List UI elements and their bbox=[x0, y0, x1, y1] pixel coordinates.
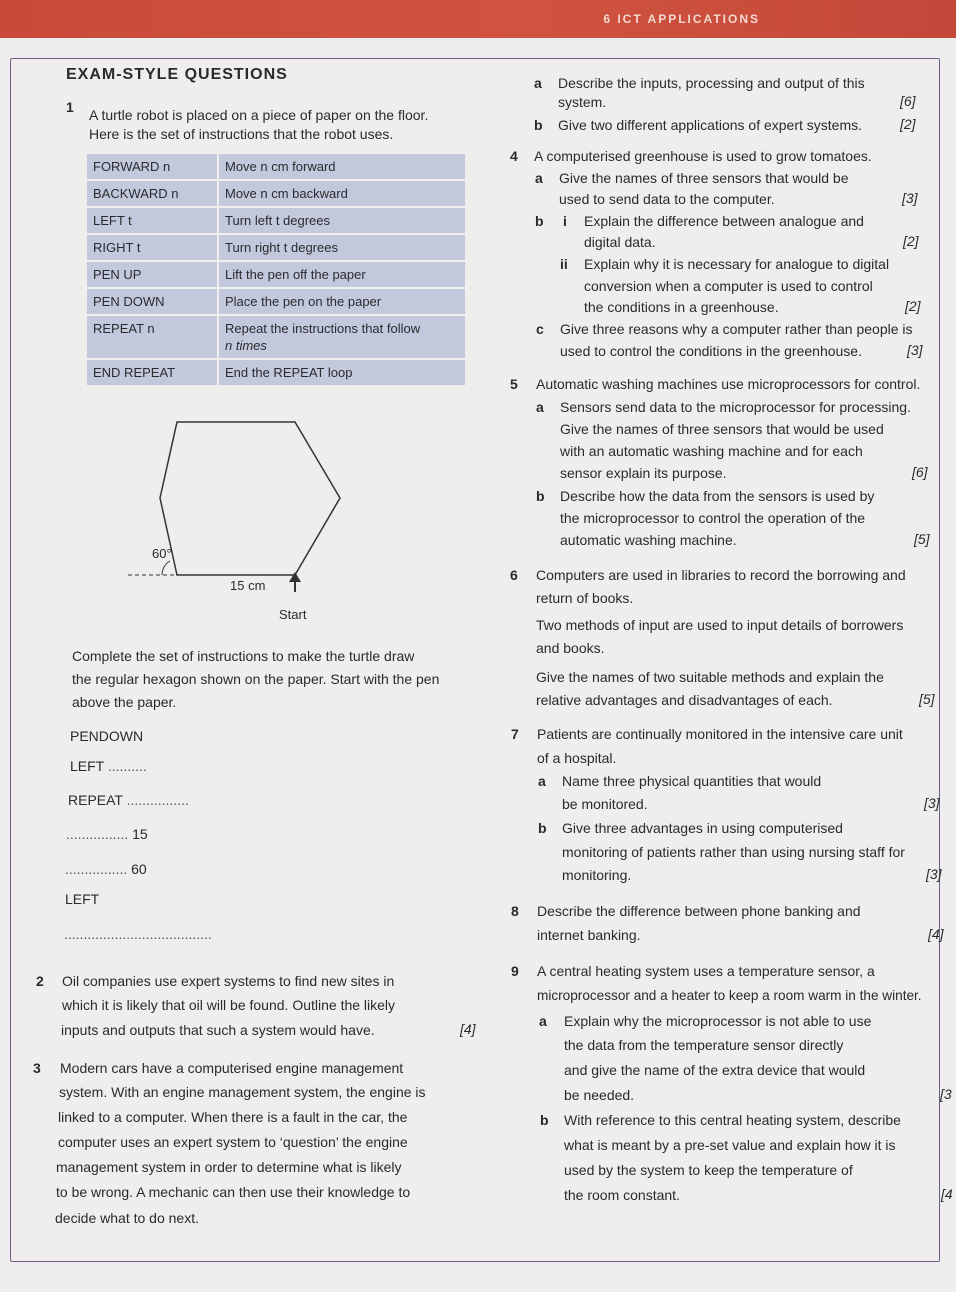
code-keyword: REPEAT bbox=[68, 792, 123, 808]
q5-text: Automatic washing machines use microprocessors for control. bbox=[536, 376, 921, 392]
q1-text: Here is the set of instructions that the robot uses. bbox=[89, 126, 394, 142]
q8-text: internet banking. bbox=[537, 927, 641, 943]
part-label: b bbox=[538, 820, 547, 836]
q6-text: and books. bbox=[536, 640, 605, 656]
answer-blank[interactable]: ................ bbox=[126, 792, 189, 808]
q4bii-mark: [2] bbox=[905, 298, 921, 314]
q7b-text: Give three advantages in using computerised bbox=[562, 820, 843, 836]
meaning-cell: Turn right t degrees bbox=[218, 234, 466, 261]
command-cell: PEN UP bbox=[86, 261, 218, 288]
table-row bbox=[86, 261, 466, 288]
meaning-line: Repeat the instructions that follow bbox=[225, 321, 421, 336]
q3-text: to be wrong. A mechanic can then use their knowledge to bbox=[56, 1184, 411, 1200]
q1-prompt: above the paper. bbox=[72, 694, 177, 710]
code-value: 15 bbox=[132, 826, 148, 842]
side-length-label: 15 cm bbox=[230, 578, 266, 593]
q5b-text: Describe how the data from the sensors is used by bbox=[560, 488, 875, 504]
code-line: LEFT bbox=[65, 891, 100, 907]
code-line: PENDOWN bbox=[70, 728, 144, 744]
q9b-text: With reference to this central heating system, describe bbox=[564, 1112, 901, 1128]
q4c-text: Give three reasons why a computer rather than people is bbox=[560, 321, 913, 337]
part-label: a bbox=[536, 399, 544, 415]
q5a-text: sensor explain its purpose. bbox=[560, 465, 727, 481]
q4bi-text: digital data. bbox=[584, 234, 656, 250]
start-label: Start bbox=[279, 607, 307, 622]
q3-text: linked to a computer. When there is a fault in the car, the bbox=[58, 1109, 408, 1125]
table-row bbox=[86, 153, 466, 180]
question-number: 4 bbox=[510, 148, 518, 164]
question-number: 9 bbox=[511, 963, 519, 979]
q4bii-text: the conditions in a greenhouse. bbox=[584, 299, 779, 315]
command-cell: RIGHT t bbox=[86, 234, 218, 261]
table-row bbox=[86, 180, 466, 207]
q6-text: return of books. bbox=[536, 590, 634, 606]
q4a-text: Give the names of three sensors that would be bbox=[559, 170, 849, 186]
q8-text: Describe the difference between phone banking and bbox=[537, 903, 861, 919]
instruction-table bbox=[85, 152, 467, 387]
q4c-mark: [3] bbox=[907, 342, 923, 358]
meaning-cell: Move n cm forward bbox=[218, 153, 466, 180]
q9-text: A central heating system uses a temperature sensor, a bbox=[537, 963, 875, 979]
q4-text: A computerised greenhouse is used to grow tomatoes. bbox=[534, 148, 872, 164]
q2-text: inputs and outputs that such a system would have. bbox=[61, 1022, 375, 1038]
meaning-cell: Place the pen on the paper bbox=[218, 288, 466, 315]
q6-mark: [5] bbox=[919, 691, 935, 707]
q9b-text: what is meant by a pre-set value and explain how it is bbox=[564, 1137, 896, 1153]
answer-blank[interactable]: ...................................... bbox=[64, 926, 212, 942]
q6-text: Computers are used in libraries to record the borrowing and bbox=[536, 567, 906, 583]
part-label: a bbox=[534, 75, 542, 91]
q7a-mark: [3] bbox=[924, 795, 940, 811]
question-number: 5 bbox=[510, 376, 518, 392]
q7b-text: monitoring. bbox=[562, 867, 632, 883]
command-cell: BACKWARD n bbox=[86, 180, 218, 207]
table-row bbox=[86, 359, 466, 386]
q7b-text: monitoring of patients rather than using nursing staff for bbox=[562, 844, 905, 860]
q7-text: of a hospital. bbox=[537, 750, 617, 766]
table-row bbox=[86, 207, 466, 234]
chapter-title: 6 ICT APPLICATIONS bbox=[603, 12, 760, 26]
meaning-cell bbox=[218, 315, 466, 359]
meaning-cell: Lift the pen off the paper bbox=[218, 261, 466, 288]
meaning-cell: Turn left t degrees bbox=[218, 207, 466, 234]
part-label: c bbox=[536, 321, 544, 337]
q2-text: which it is likely that oil will be found. Outline the likely bbox=[62, 997, 396, 1013]
q1-text: A turtle robot is placed on a piece of paper on the floor. bbox=[89, 107, 429, 123]
q4bii-text: conversion when a computer is used to control bbox=[584, 278, 873, 294]
subpart-label: i bbox=[563, 213, 567, 229]
q3-text: management system in order to determine what is likely bbox=[56, 1159, 402, 1175]
question-number: 2 bbox=[36, 973, 44, 989]
question-number: 7 bbox=[511, 726, 519, 742]
start-arrow-head bbox=[289, 572, 301, 582]
code-line bbox=[68, 791, 189, 809]
table-row bbox=[86, 315, 466, 359]
meaning-line: n times bbox=[225, 338, 267, 353]
hexagon-shape bbox=[160, 422, 340, 575]
q9b-mark: [4 bbox=[941, 1186, 953, 1202]
q4bii-text: Explain why it is necessary for analogue to digital bbox=[584, 256, 890, 272]
q9a-text: and give the name of the extra device that would bbox=[564, 1062, 866, 1078]
q3a-mark: [6] bbox=[900, 93, 916, 109]
q3a-text: system. bbox=[558, 94, 607, 110]
code-value: 60 bbox=[131, 861, 147, 877]
command-cell: REPEAT n bbox=[86, 315, 218, 359]
q9a-text: Explain why the microprocessor is not able to use bbox=[564, 1013, 872, 1029]
q5b-text: the microprocessor to control the operation of the bbox=[560, 510, 866, 526]
q3b-mark: [2] bbox=[900, 116, 916, 132]
q7a-text: Name three physical quantities that would bbox=[562, 773, 822, 789]
question-number: 6 bbox=[510, 567, 518, 583]
q9a-mark: [3 bbox=[940, 1086, 952, 1102]
part-label: a bbox=[539, 1013, 547, 1029]
q3a-text: Describe the inputs, processing and output of this bbox=[558, 75, 865, 91]
q5b-mark: [5] bbox=[914, 531, 930, 547]
table-row bbox=[86, 234, 466, 261]
q9-text: microprocessor and a heater to keep a room warm in the winter. bbox=[537, 988, 922, 1003]
part-label: a bbox=[538, 773, 546, 789]
q9b-text: the room constant. bbox=[564, 1187, 680, 1203]
answer-blank[interactable]: ................ bbox=[65, 861, 128, 877]
code-line bbox=[70, 757, 147, 775]
q4a-mark: [3] bbox=[902, 190, 918, 206]
q4bi-mark: [2] bbox=[903, 233, 919, 249]
q5a-mark: [6] bbox=[912, 464, 928, 480]
section-heading: EXAM-STYLE QUESTIONS bbox=[66, 66, 288, 83]
q4bi-text: Explain the difference between analogue and bbox=[584, 213, 864, 229]
question-number: 1 bbox=[66, 99, 74, 115]
angle-label: 60° bbox=[152, 546, 172, 561]
q9a-text: be needed. bbox=[564, 1087, 635, 1103]
q7-text: Patients are continually monitored in the intensive care unit bbox=[537, 726, 903, 742]
q7b-mark: [3] bbox=[926, 866, 942, 882]
subpart-label: ii bbox=[560, 256, 568, 272]
q9a-text: the data from the temperature sensor directly bbox=[564, 1037, 844, 1053]
q2-text: Oil companies use expert systems to find new sites in bbox=[62, 973, 395, 989]
part-label: a bbox=[535, 170, 543, 186]
q3-text: computer uses an expert system to ‘question’ the engine bbox=[58, 1134, 408, 1150]
part-label: b bbox=[535, 213, 544, 229]
q2-mark: [4] bbox=[460, 1021, 476, 1037]
answer-blank[interactable]: .......... bbox=[107, 758, 147, 774]
q4a-text: used to send data to the computer. bbox=[559, 191, 775, 207]
q6-text: Give the names of two suitable methods and explain the bbox=[536, 669, 884, 685]
question-number: 3 bbox=[33, 1060, 41, 1076]
q3-text: Modern cars have a computerised engine management bbox=[60, 1060, 404, 1076]
q4c-text: used to control the conditions in the greenhouse. bbox=[560, 343, 862, 359]
q7a-text: be monitored. bbox=[562, 796, 648, 812]
code-line bbox=[64, 925, 212, 943]
table-row bbox=[86, 288, 466, 315]
q5b-text: automatic washing machine. bbox=[560, 532, 737, 548]
command-cell: LEFT t bbox=[86, 207, 218, 234]
q5a-text: Give the names of three sensors that would be used bbox=[560, 421, 884, 437]
hexagon-diagram bbox=[120, 410, 360, 630]
meaning-cell: End the REPEAT loop bbox=[218, 359, 466, 386]
code-line bbox=[66, 825, 148, 843]
part-label: b bbox=[540, 1112, 549, 1128]
q3-text: system. With an engine management system, the engine is bbox=[59, 1084, 426, 1100]
meaning-cell: Move n cm backward bbox=[218, 180, 466, 207]
command-cell: END REPEAT bbox=[86, 359, 218, 386]
question-number: 8 bbox=[511, 903, 519, 919]
angle-arc bbox=[162, 561, 170, 575]
q5a-text: with an automatic washing machine and for each bbox=[560, 443, 863, 459]
chapter-banner bbox=[0, 0, 956, 38]
part-label: b bbox=[536, 488, 545, 504]
q1-prompt: Complete the set of instructions to make the turtle draw bbox=[72, 648, 415, 664]
code-line bbox=[65, 860, 147, 878]
q3b-text: Give two different applications of expert systems. bbox=[558, 117, 862, 133]
q5a-text: Sensors send data to the microprocessor for processing. bbox=[560, 399, 911, 415]
q1-prompt: the regular hexagon shown on the paper. Start with the pen bbox=[72, 671, 440, 687]
q6-text: Two methods of input are used to input details of borrowers bbox=[536, 617, 904, 633]
q3-text: decide what to do next. bbox=[55, 1210, 199, 1226]
command-cell: FORWARD n bbox=[86, 153, 218, 180]
part-label: b bbox=[534, 117, 543, 133]
code-keyword: LEFT bbox=[70, 758, 104, 774]
q8-mark: [4] bbox=[928, 926, 944, 942]
answer-blank[interactable]: ................ bbox=[66, 826, 129, 842]
command-cell: PEN DOWN bbox=[86, 288, 218, 315]
q6-text: relative advantages and disadvantages of each. bbox=[536, 692, 833, 708]
q9b-text: used by the system to keep the temperature of bbox=[564, 1162, 853, 1178]
